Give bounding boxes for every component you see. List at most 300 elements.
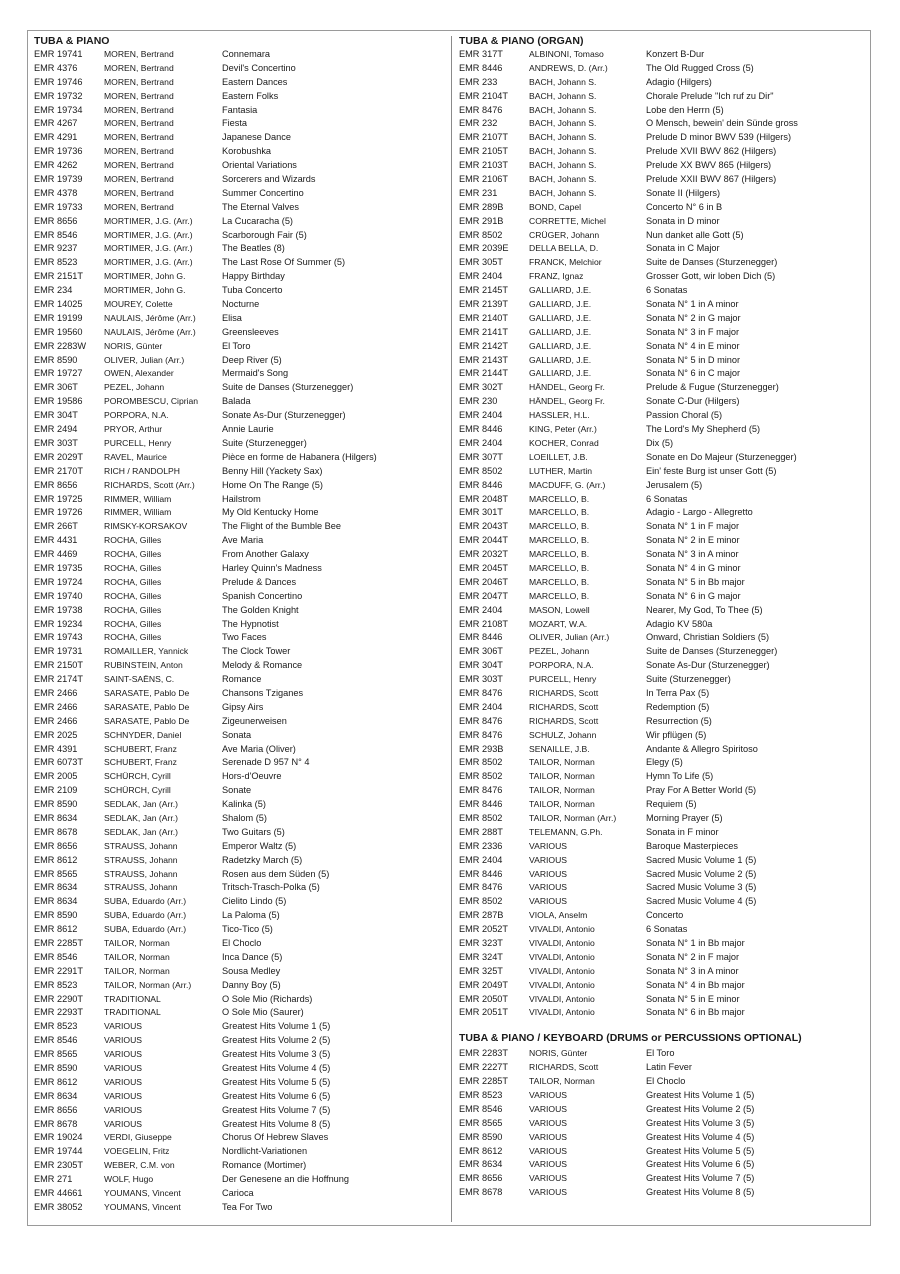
catalog-row	[459, 90, 864, 104]
composer-name: ROCHA, Gilles	[104, 562, 162, 573]
catalog-number: EMR 8476	[459, 715, 503, 726]
catalog-number: EMR 2139T	[459, 299, 509, 310]
catalog-row	[34, 159, 446, 173]
composer-name: RICHARDS, Scott (Arr.)	[104, 479, 195, 490]
composer-name: VIVALDI, Antonio	[529, 924, 595, 935]
composer-name: VARIOUS	[529, 1173, 568, 1184]
catalog-row	[34, 1173, 446, 1187]
catalog-number: EMR 4378	[34, 187, 78, 198]
catalog-row	[34, 270, 446, 284]
catalog-row	[34, 951, 446, 965]
catalog-list	[34, 48, 446, 1215]
catalog-number: EMR 2466	[34, 687, 78, 698]
catalog-number: EMR 2005	[34, 771, 78, 782]
work-title: Danny Boy (5)	[222, 979, 281, 990]
catalog-row	[34, 965, 446, 979]
catalog-number: EMR 8565	[34, 1049, 78, 1060]
composer-name: GALLIARD, J.E.	[529, 312, 592, 323]
catalog-number: EMR 19199	[34, 312, 83, 323]
composer-name: NAULAIS, Jérôme (Arr.)	[104, 326, 196, 337]
work-title: Nocturne	[222, 299, 260, 310]
composer-name: ROCHA, Gilles	[104, 535, 162, 546]
work-title: Chorus Of Hebrew Slaves	[222, 1132, 329, 1143]
composer-name: RICHARDS, Scott	[529, 1062, 599, 1073]
composer-name: VARIOUS	[104, 1021, 143, 1032]
catalog-number: EMR 2045T	[459, 562, 509, 573]
composer-name: TAILOR, Norman	[529, 757, 595, 768]
catalog-number: EMR 19732	[34, 90, 83, 101]
work-title: Sonate C-Dur (Hilgers)	[646, 396, 740, 407]
catalog-number: EMR 8634	[34, 882, 78, 893]
catalog-row	[34, 201, 446, 215]
composer-name: BACH, Johann S.	[529, 146, 597, 157]
work-title: Scarborough Fair (5)	[222, 229, 307, 240]
catalog-number: EMR 304T	[34, 410, 78, 421]
composer-name: MORTIMER, J.G. (Arr.)	[104, 229, 193, 240]
catalog-row	[459, 604, 864, 618]
work-title: Greatest Hits Volume 7 (5)	[222, 1104, 331, 1115]
catalog-number: EMR 325T	[459, 965, 503, 976]
catalog-row	[34, 395, 446, 409]
work-title: Tea For Two	[222, 1201, 273, 1212]
catalog-row	[459, 340, 864, 354]
work-title: Greatest Hits Volume 1 (5)	[222, 1021, 331, 1032]
catalog-row	[459, 784, 864, 798]
work-title: Oriental Variations	[222, 160, 297, 171]
catalog-row	[34, 729, 446, 743]
composer-name: TAILOR, Norman	[529, 771, 595, 782]
composer-name: ROCHA, Gilles	[104, 618, 162, 629]
catalog-row	[34, 645, 446, 659]
work-title: My Old Kentucky Home	[222, 507, 319, 518]
catalog-row	[34, 756, 446, 770]
work-title: Greatest Hits Volume 3 (5)	[646, 1117, 755, 1128]
composer-name: MORTIMER, J.G. (Arr.)	[104, 215, 193, 226]
composer-name: GALLIARD, J.E.	[529, 285, 592, 296]
catalog-number: EMR 8502	[459, 757, 503, 768]
catalog-list	[459, 1047, 864, 1200]
catalog-number: EMR 232	[459, 118, 498, 129]
catalog-row	[459, 840, 864, 854]
catalog-row	[459, 145, 864, 159]
catalog-number: EMR 19743	[34, 632, 83, 643]
composer-name: OLIVER, Julian (Arr.)	[529, 632, 610, 643]
composer-name: BACH, Johann S.	[529, 132, 597, 143]
work-title: Kalinka (5)	[222, 799, 266, 810]
work-title: Passion Choral (5)	[646, 410, 723, 421]
composer-name: ROCHA, Gilles	[104, 590, 162, 601]
work-title: Concerto	[646, 910, 684, 921]
composer-name: RAVEL, Maurice	[104, 451, 167, 462]
catalog-number: EMR 8476	[459, 882, 503, 893]
catalog-row	[459, 979, 864, 993]
catalog-row	[34, 743, 446, 757]
catalog-row	[459, 590, 864, 604]
catalog-row	[34, 576, 446, 590]
catalog-number: EMR 2140T	[459, 312, 509, 323]
work-title: Latin Fever	[646, 1062, 692, 1073]
work-title: Sacred Music Volume 4 (5)	[646, 896, 757, 907]
work-title: Greatest Hits Volume 4 (5)	[646, 1131, 755, 1142]
work-title: Greensleeves	[222, 326, 279, 337]
catalog-number: EMR 2150T	[34, 660, 84, 671]
work-title: Konzert B-Dur	[646, 49, 705, 59]
catalog-row	[34, 117, 446, 131]
work-title: Tuba Concerto	[222, 285, 283, 296]
composer-name: ROMAILLER, Yannick	[104, 646, 189, 657]
catalog-row	[34, 1159, 446, 1173]
catalog-row	[459, 729, 864, 743]
catalog-number: EMR 19727	[34, 368, 83, 379]
composer-name: ROCHA, Gilles	[104, 604, 162, 615]
work-title: Jerusalem (5)	[646, 479, 703, 490]
catalog-row	[34, 701, 446, 715]
composer-name: CORRETTE, Michel	[529, 215, 606, 226]
work-title: Dix (5)	[646, 437, 674, 448]
catalog-row	[34, 1020, 446, 1034]
catalog-row	[34, 618, 446, 632]
composer-name: PEZEL, Johann	[104, 382, 165, 393]
composer-name: BOND, Capel	[529, 201, 582, 212]
catalog-number: EMR 8678	[34, 826, 78, 837]
catalog-row	[459, 1117, 864, 1131]
catalog-number: EMR 2145T	[459, 285, 509, 296]
work-title: Greatest Hits Volume 1 (5)	[646, 1090, 755, 1101]
catalog-row	[459, 437, 864, 451]
composer-name: VARIOUS	[529, 1103, 568, 1114]
work-title: Harley Quinn's Madness	[222, 562, 322, 573]
composer-name: WOLF, Hugo	[104, 1174, 154, 1185]
work-title: Sonata N° 1 in A minor	[646, 299, 739, 310]
work-title: Pièce en forme de Habanera (Hilgers)	[222, 451, 377, 462]
catalog-row	[34, 826, 446, 840]
composer-name: BACH, Johann S.	[529, 76, 597, 87]
catalog-row	[34, 923, 446, 937]
catalog-number: EMR 19735	[34, 562, 83, 573]
catalog-row	[34, 104, 446, 118]
work-title: Japanese Dance	[222, 132, 291, 143]
work-title: Greatest Hits Volume 5 (5)	[222, 1076, 331, 1087]
catalog-number: EMR 19733	[34, 201, 83, 212]
catalog-number: EMR 2029T	[34, 451, 84, 462]
catalog-number: EMR 2283T	[459, 1048, 509, 1059]
catalog-number: EMR 8502	[459, 229, 503, 240]
work-title: Sonata in F minor	[646, 826, 719, 837]
catalog-number: EMR 38052	[34, 1201, 83, 1212]
catalog-row	[34, 798, 446, 812]
catalog-number: EMR 2050T	[459, 993, 509, 1004]
composer-name: GALLIARD, J.E.	[529, 340, 592, 351]
work-title: Sonate II (Hilgers)	[646, 187, 721, 198]
composer-name: OWEN, Alexander	[104, 368, 174, 379]
catalog-row	[34, 215, 446, 229]
catalog-row	[34, 1090, 446, 1104]
catalog-number: EMR 8590	[34, 1063, 78, 1074]
catalog-number: EMR 9237	[34, 243, 78, 254]
catalog-row	[34, 854, 446, 868]
catalog-row	[459, 1047, 864, 1061]
catalog-number: EMR 2404	[459, 854, 503, 865]
catalog-row	[459, 465, 864, 479]
composer-name: YOUMANS, Vincent	[104, 1201, 181, 1212]
composer-name: SEDLAK, Jan (Arr.)	[104, 799, 179, 810]
catalog-number: EMR 19726	[34, 507, 83, 518]
catalog-row	[459, 1061, 864, 1075]
catalog-number: EMR 271	[34, 1174, 73, 1185]
composer-name: VIVALDI, Antonio	[529, 993, 595, 1004]
catalog-number: EMR 2290T	[34, 993, 84, 1004]
catalog-row	[34, 381, 446, 395]
work-title: The Flight of the Bumble Bee	[222, 521, 341, 532]
work-title: Two Guitars (5)	[222, 826, 285, 837]
keyboard-section	[459, 1031, 864, 1200]
catalog-row	[459, 284, 864, 298]
composer-name: MACDUFF, G. (Arr.)	[529, 479, 606, 490]
catalog-row	[34, 715, 446, 729]
catalog-row	[459, 1186, 864, 1200]
section-heading-tuba-piano: TUBA & PIANO	[34, 35, 110, 47]
catalog-number: EMR 8446	[459, 62, 503, 73]
composer-name: GALLIARD, J.E.	[529, 354, 592, 365]
catalog-number: EMR 2047T	[459, 590, 509, 601]
composer-name: TAILOR, Norman	[104, 938, 170, 948]
catalog-number: EMR 19560	[34, 326, 83, 337]
work-title: Der Genesene an die Hoffnung	[222, 1174, 350, 1185]
catalog-number: EMR 2404	[459, 701, 503, 712]
work-title: Chansons Tziganes	[222, 687, 304, 698]
section-heading-tuba-piano-organ: TUBA & PIANO (ORGAN)	[459, 35, 584, 47]
work-title: Sonata N° 5 in D minor	[646, 354, 741, 365]
catalog-number: EMR 8546	[34, 1035, 78, 1046]
catalog-number: EMR 2049T	[459, 979, 509, 990]
catalog-number: EMR 19024	[34, 1132, 83, 1143]
catalog-row	[34, 1145, 446, 1159]
catalog-number: EMR 2052T	[459, 924, 509, 935]
composer-name: SCHUBERT, Franz	[104, 757, 177, 768]
catalog-row	[459, 743, 864, 757]
composer-name: MORTIMER, J.G. (Arr.)	[104, 257, 193, 268]
catalog-row	[459, 506, 864, 520]
catalog-number: EMR 8656	[34, 479, 78, 490]
composer-name: STRAUSS, Johann	[104, 868, 178, 879]
catalog-row	[459, 937, 864, 951]
work-title: Serenade D 957 N° 4	[222, 757, 310, 768]
catalog-number: EMR 2293T	[34, 1007, 84, 1018]
catalog-number: EMR 231	[459, 187, 498, 198]
composer-name: VIVALDI, Antonio	[529, 1007, 595, 1018]
catalog-row	[34, 90, 446, 104]
catalog-row	[459, 965, 864, 979]
catalog-row	[459, 868, 864, 882]
catalog-row	[34, 493, 446, 507]
work-title: Requiem (5)	[646, 799, 697, 810]
catalog-number: EMR 14025	[34, 299, 83, 310]
composer-name: BACH, Johann S.	[529, 104, 597, 115]
composer-name: ROCHA, Gilles	[104, 576, 162, 587]
catalog-row	[459, 1089, 864, 1103]
catalog-number: EMR 2170T	[34, 465, 84, 476]
composer-name: PORPORA, N.A.	[104, 410, 169, 421]
work-title: Pray For A Better World (5)	[646, 785, 757, 796]
catalog-row	[34, 479, 446, 493]
catalog-row	[34, 173, 446, 187]
catalog-number: EMR 306T	[459, 646, 503, 657]
work-title: Sonata N° 6 in C major	[646, 368, 741, 379]
composer-name: MOREN, Bertrand	[104, 104, 174, 115]
work-title: Sonate en Do Majeur (Sturzenegger)	[646, 451, 797, 462]
composer-name: STRAUSS, Johann	[104, 882, 178, 893]
catalog-number: EMR 8476	[459, 687, 503, 698]
composer-name: MOREN, Bertrand	[104, 160, 174, 171]
work-title: Eastern Folks	[222, 90, 279, 101]
catalog-number: EMR 2466	[34, 701, 78, 712]
catalog-row	[34, 354, 446, 368]
catalog-row	[459, 173, 864, 187]
catalog-row	[459, 1006, 864, 1020]
work-title: Sonata N° 5 in Bb major	[646, 576, 745, 587]
work-title: Greatest Hits Volume 3 (5)	[222, 1049, 331, 1060]
catalog-row	[459, 423, 864, 437]
catalog-row	[34, 590, 446, 604]
catalog-number: EMR 324T	[459, 951, 503, 962]
work-title: Sonate	[222, 785, 252, 796]
composer-name: TRADITIONAL	[104, 993, 161, 1004]
catalog-number: EMR 2039E	[459, 243, 509, 254]
catalog-row	[34, 1062, 446, 1076]
composer-name: SARASATE, Pablo De	[104, 715, 190, 726]
work-title: Sonata N° 5 in E minor	[646, 993, 740, 1004]
composer-name: RUBINSTEIN, Anton	[104, 660, 183, 671]
catalog-number: EMR 289B	[459, 201, 504, 212]
catalog-row	[459, 256, 864, 270]
work-title: Sonate As-Dur (Sturzenegger)	[222, 410, 346, 421]
composer-name: PURCELL, Henry	[529, 674, 597, 685]
catalog-row	[34, 131, 446, 145]
composer-name: MOREN, Bertrand	[104, 146, 174, 157]
catalog-number: EMR 8523	[34, 257, 78, 268]
composer-name: FRANZ, Ignaz	[529, 271, 584, 282]
catalog-number: EMR 8634	[34, 1090, 78, 1101]
work-title: Nearer, My God, To Thee (5)	[646, 604, 763, 615]
catalog-row	[34, 229, 446, 243]
catalog-row	[34, 520, 446, 534]
composer-name: GALLIARD, J.E.	[529, 368, 592, 379]
work-title: Greatest Hits Volume 4 (5)	[222, 1063, 331, 1074]
catalog-row	[34, 937, 446, 951]
catalog-number: EMR 317T	[459, 49, 503, 59]
composer-name: PRYOR, Arthur	[104, 424, 163, 435]
catalog-number: EMR 19746	[34, 76, 83, 87]
composer-name: VARIOUS	[529, 882, 568, 893]
work-title: Adagio - Largo - Allegretto	[646, 507, 753, 518]
composer-name: TAILOR, Norman (Arr.)	[104, 979, 192, 990]
composer-name: VARIOUS	[104, 1090, 143, 1101]
composer-name: VARIOUS	[104, 1104, 143, 1115]
work-title: Sousa Medley	[222, 965, 281, 976]
composer-name: SAINT-SAËNS, C.	[104, 674, 175, 685]
work-title: Suite (Sturzenegger)	[222, 437, 307, 448]
catalog-number: EMR 293B	[459, 743, 504, 754]
catalog-row	[34, 1201, 446, 1215]
composer-name: MOREN, Bertrand	[104, 90, 174, 101]
work-title: The Clock Tower	[222, 646, 291, 657]
catalog-number: EMR 304T	[459, 660, 503, 671]
catalog-row	[34, 770, 446, 784]
catalog-row	[34, 868, 446, 882]
work-title: Grosser Gott, wir loben Dich (5)	[646, 271, 776, 282]
catalog-row	[459, 479, 864, 493]
work-title: Morning Prayer (5)	[646, 812, 723, 823]
catalog-row	[34, 437, 446, 451]
catalog-row	[34, 909, 446, 923]
catalog-row	[34, 979, 446, 993]
composer-name: OLIVER, Julian (Arr.)	[104, 354, 185, 365]
work-title: Mermaid's Song	[222, 368, 289, 379]
composer-name: MORTIMER, J.G. (Arr.)	[104, 243, 193, 254]
work-title: Prelude XXII BWV 867 (Hilgers)	[646, 174, 777, 185]
composer-name: VARIOUS	[529, 896, 568, 907]
composer-name: SUBA, Eduardo (Arr.)	[104, 924, 187, 935]
work-title: Sonata in D minor	[646, 215, 720, 226]
catalog-number: EMR 8546	[34, 951, 78, 962]
catalog-row	[459, 117, 864, 131]
composer-name: VIVALDI, Antonio	[529, 938, 595, 948]
catalog-number: EMR 19744	[34, 1146, 83, 1157]
catalog-number: EMR 8656	[34, 840, 78, 851]
catalog-row	[34, 895, 446, 909]
catalog-number: EMR 8502	[459, 465, 503, 476]
composer-name: VARIOUS	[104, 1049, 143, 1060]
composer-name: MARCELLO, B.	[529, 493, 590, 504]
catalog-number: EMR 2046T	[459, 576, 509, 587]
catalog-number: EMR 2109	[34, 785, 78, 796]
catalog-number: EMR 6073T	[34, 757, 84, 768]
composer-name: TAILOR, Norman	[104, 965, 170, 976]
catalog-row	[459, 576, 864, 590]
composer-name: PURCELL, Henry	[104, 437, 172, 448]
work-title: Romance (Mortimer)	[222, 1160, 307, 1171]
catalog-number: EMR 8634	[459, 1159, 503, 1170]
catalog-row	[459, 354, 864, 368]
work-title: Benny Hill (Yackety Sax)	[222, 465, 323, 476]
catalog-number: EMR 2141T	[459, 326, 509, 337]
composer-name: VARIOUS	[529, 1145, 568, 1156]
catalog-row	[459, 673, 864, 687]
catalog-row	[459, 520, 864, 534]
catalog-row	[459, 826, 864, 840]
catalog-row	[459, 187, 864, 201]
work-title: Elisa	[222, 312, 242, 323]
composer-name: SUBA, Eduardo (Arr.)	[104, 896, 187, 907]
catalog-row	[34, 548, 446, 562]
catalog-number: EMR 2144T	[459, 368, 509, 379]
composer-name: RICH / RANDOLPH	[104, 465, 180, 476]
catalog-row	[34, 465, 446, 479]
work-title: Sonata N° 3 in F major	[646, 326, 740, 337]
work-title: Sonata N° 4 in Bb major	[646, 979, 745, 990]
catalog-number: EMR 19738	[34, 604, 83, 615]
work-title: Sacred Music Volume 1 (5)	[646, 854, 757, 865]
catalog-row	[34, 48, 446, 62]
catalog-number: EMR 8612	[34, 1076, 78, 1087]
catalog-number: EMR 288T	[459, 826, 503, 837]
composer-name: CRÜGER, Johann	[529, 229, 600, 240]
work-title: Sonata N° 6 in Bb major	[646, 1007, 745, 1018]
composer-name: SCHNYDER, Daniel	[104, 729, 182, 740]
catalog-row	[34, 1187, 446, 1201]
catalog-row	[459, 798, 864, 812]
catalog-number: EMR 19725	[34, 493, 83, 504]
